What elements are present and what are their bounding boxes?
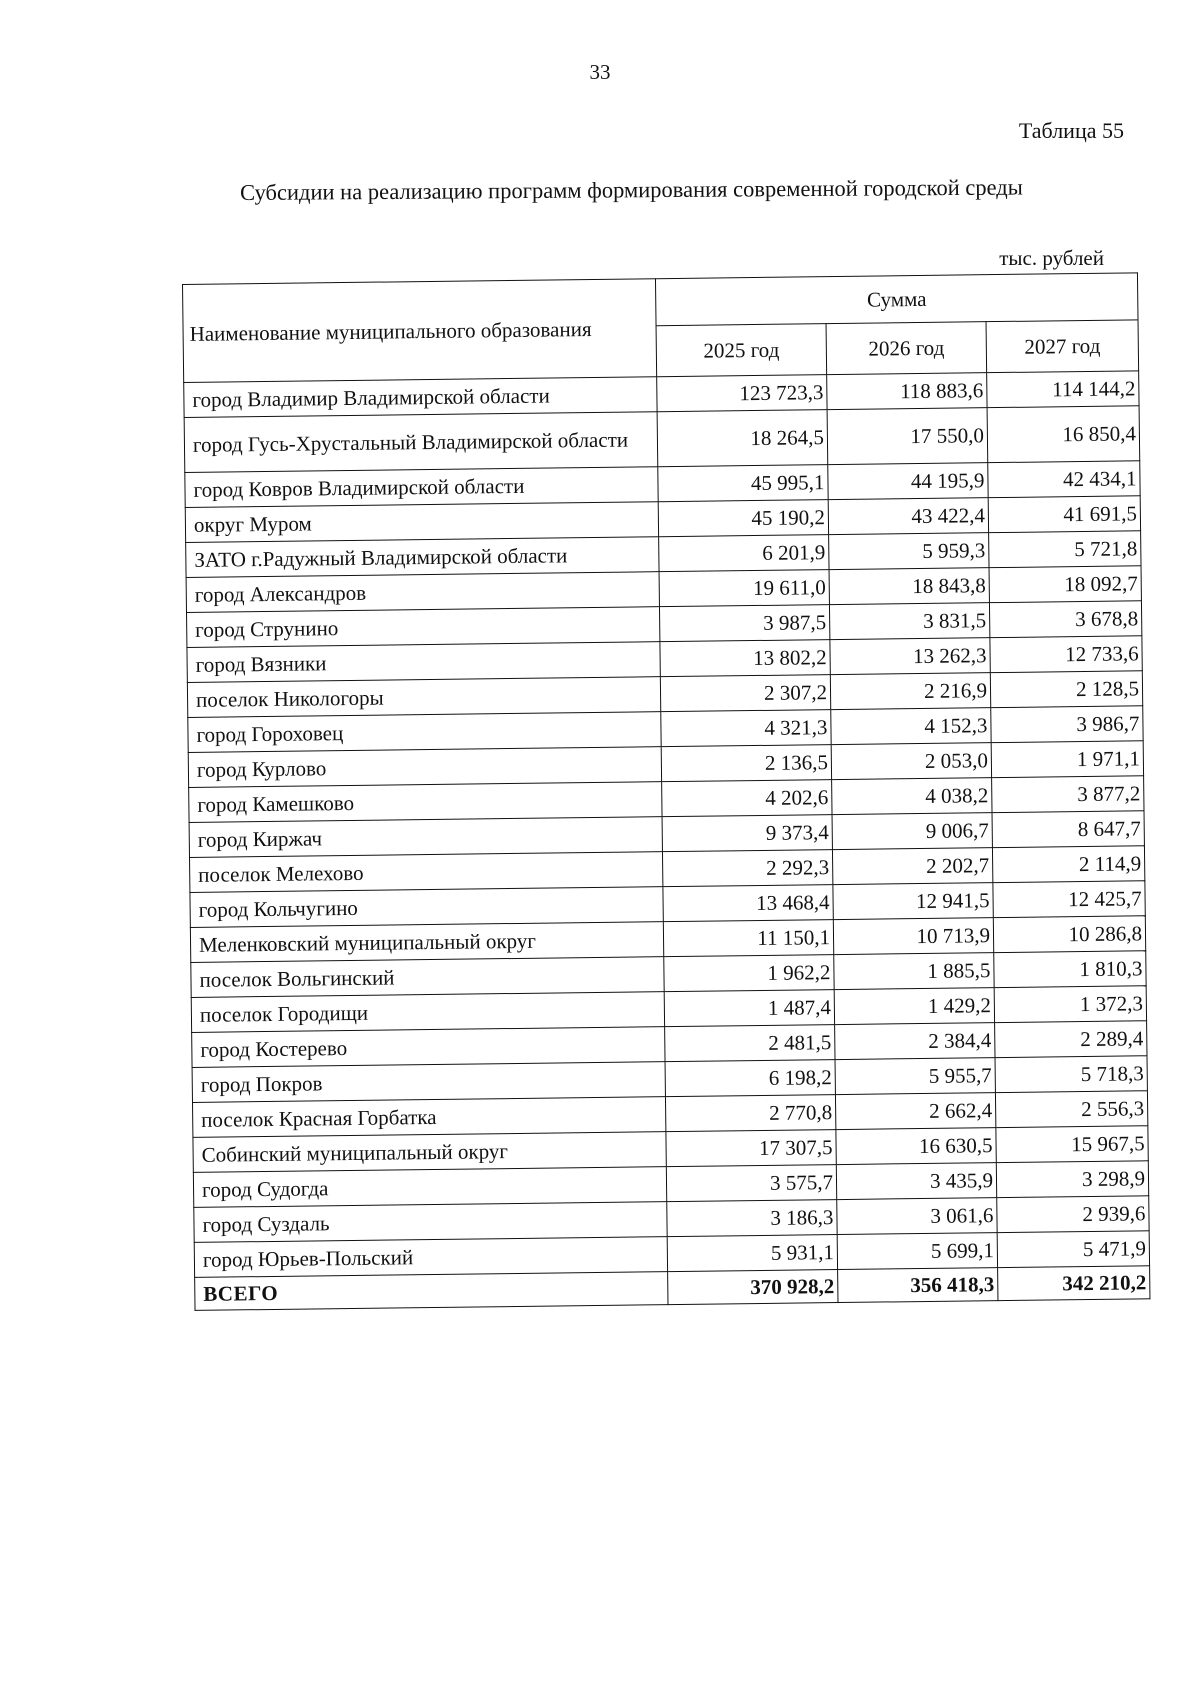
- value-2027-cell: 1 810,3: [994, 951, 1146, 988]
- sum-column-header: Сумма: [655, 273, 1138, 326]
- total-2026-cell: 356 418,3: [838, 1268, 998, 1303]
- total-2025-cell: 370 928,2: [668, 1270, 838, 1305]
- value-2027-cell: 114 144,2: [987, 371, 1139, 408]
- value-2026-cell: 118 883,6: [827, 373, 987, 410]
- value-2025-cell: 13 468,4: [663, 885, 833, 922]
- value-2026-cell: 2 202,7: [832, 848, 992, 885]
- value-2027-cell: 18 092,7: [989, 566, 1141, 603]
- municipality-name-cell: округ Муром: [185, 502, 658, 543]
- value-2026-cell: 2 053,0: [831, 743, 991, 780]
- value-2025-cell: 4 202,6: [662, 780, 832, 817]
- value-2026-cell: 12 941,5: [833, 883, 993, 920]
- municipality-name-cell: город Ковров Владимирской области: [185, 467, 658, 508]
- value-2027-cell: 16 850,4: [987, 406, 1140, 463]
- value-2025-cell: 3 987,5: [659, 605, 829, 642]
- value-2027-cell: 5 718,3: [995, 1056, 1147, 1093]
- municipality-name-cell: город Струнино: [187, 607, 660, 648]
- value-2025-cell: 9 373,4: [662, 815, 832, 852]
- municipality-name-cell: поселок Городищи: [191, 992, 664, 1033]
- value-2027-cell: 3 298,9: [996, 1161, 1148, 1198]
- value-2026-cell: 5 959,3: [829, 533, 989, 570]
- municipality-name-cell: поселок Никологоры: [187, 677, 660, 718]
- year-2025-header: 2025 год: [656, 324, 827, 377]
- value-2025-cell: 1 487,4: [664, 990, 834, 1027]
- municipality-name-cell: поселок Красная Горбатка: [192, 1097, 665, 1138]
- value-2025-cell: 3 186,3: [667, 1200, 837, 1237]
- value-2026-cell: 1 429,2: [834, 988, 994, 1025]
- municipality-name-cell: город Александров: [186, 572, 659, 613]
- value-2026-cell: 4 152,3: [831, 708, 991, 745]
- value-2026-cell: 44 195,9: [828, 463, 988, 500]
- year-2026-header: 2026 год: [826, 322, 987, 375]
- value-2027-cell: 5 721,8: [989, 531, 1141, 568]
- value-2025-cell: 13 802,2: [660, 640, 830, 677]
- value-2027-cell: 3 678,8: [989, 601, 1141, 638]
- municipality-name-cell: город Кольчугино: [190, 887, 663, 928]
- value-2026-cell: 5 699,1: [837, 1233, 997, 1270]
- municipality-name-cell: город Гороховец: [188, 712, 661, 753]
- value-2026-cell: 2 216,9: [830, 673, 990, 710]
- value-2026-cell: 9 006,7: [832, 813, 992, 850]
- value-2025-cell: 6 198,2: [665, 1060, 835, 1097]
- value-2026-cell: 5 955,7: [835, 1058, 995, 1095]
- table-body: [184, 371, 1150, 1311]
- value-2025-cell: 11 150,1: [663, 920, 833, 957]
- value-2025-cell: 2 481,5: [665, 1025, 835, 1062]
- value-2025-cell: 2 307,2: [660, 675, 830, 712]
- municipality-name-cell: город Камешково: [189, 782, 662, 823]
- subsidy-table-wrapper: [182, 272, 1149, 1311]
- value-2025-cell: 123 723,3: [657, 375, 827, 412]
- value-2026-cell: 3 435,9: [836, 1163, 996, 1200]
- value-2025-cell: 2 770,8: [665, 1095, 835, 1132]
- value-2025-cell: 1 962,2: [664, 955, 834, 992]
- municipality-name-cell: Собинский муниципальный округ: [193, 1132, 666, 1173]
- value-2025-cell: 3 575,7: [666, 1165, 836, 1202]
- value-2027-cell: 5 471,9: [997, 1231, 1149, 1268]
- value-2027-cell: 2 939,6: [997, 1196, 1149, 1233]
- municipality-name-cell: ЗАТО г.Радужный Владимирской области: [186, 537, 659, 578]
- value-2027-cell: 10 286,8: [993, 916, 1145, 953]
- municipality-column-header: Наименование муниципального образования: [183, 279, 657, 383]
- value-2027-cell: 8 647,7: [992, 811, 1144, 848]
- value-2026-cell: 17 550,0: [827, 408, 988, 465]
- value-2026-cell: 3 831,5: [829, 603, 989, 640]
- value-2027-cell: 3 877,2: [992, 776, 1144, 813]
- municipality-name-cell: город Судогда: [193, 1167, 666, 1208]
- value-2026-cell: 3 061,6: [837, 1198, 997, 1235]
- value-2025-cell: 5 931,1: [667, 1235, 837, 1272]
- value-2025-cell: 18 264,5: [657, 410, 828, 467]
- value-2025-cell: 6 201,9: [659, 535, 829, 572]
- value-2027-cell: 15 967,5: [996, 1126, 1148, 1163]
- value-2027-cell: 12 733,6: [990, 636, 1142, 673]
- municipality-name-cell: Меленковский муниципальный округ: [190, 922, 663, 963]
- value-2027-cell: 1 372,3: [994, 986, 1146, 1023]
- value-2025-cell: 45 190,2: [658, 500, 828, 537]
- total-label-cell: ВСЕГО: [195, 1272, 668, 1311]
- value-2026-cell: 13 262,3: [830, 638, 990, 675]
- subsidy-table: [182, 272, 1151, 1311]
- value-2026-cell: 2 662,4: [835, 1093, 995, 1130]
- value-2025-cell: 17 307,5: [666, 1130, 836, 1167]
- value-2027-cell: 1 971,1: [991, 741, 1143, 778]
- municipality-name-cell: город Курлово: [188, 747, 661, 788]
- value-2027-cell: 2 289,4: [995, 1021, 1147, 1058]
- value-2027-cell: 3 986,7: [991, 706, 1143, 743]
- value-2026-cell: 16 630,5: [836, 1128, 996, 1165]
- municipality-name-cell: город Покров: [192, 1062, 665, 1103]
- document-title: Субсидии на реализацию программ формирования современной городской среды: [240, 174, 1023, 205]
- value-2027-cell: 2 556,3: [995, 1091, 1147, 1128]
- value-2026-cell: 1 885,5: [834, 953, 994, 990]
- value-2025-cell: 2 292,3: [662, 850, 832, 887]
- value-2027-cell: 42 434,1: [988, 461, 1140, 498]
- value-2025-cell: 45 995,1: [658, 465, 828, 502]
- municipality-name-cell: поселок Мелехово: [190, 852, 663, 893]
- value-2025-cell: 19 611,0: [659, 570, 829, 607]
- municipality-name-cell: город Суздаль: [194, 1202, 667, 1243]
- municipality-name-cell: город Костерево: [192, 1027, 665, 1068]
- value-2026-cell: 2 384,4: [835, 1023, 995, 1060]
- table-label: Таблица 55: [1018, 118, 1124, 143]
- municipality-name-cell: поселок Вольгинский: [191, 957, 664, 998]
- value-2027-cell: 41 691,5: [988, 496, 1140, 533]
- value-2026-cell: 4 038,2: [832, 778, 992, 815]
- municipality-name-cell: город Юрьев-Польский: [194, 1237, 667, 1278]
- value-2027-cell: 2 128,5: [990, 671, 1142, 708]
- value-2025-cell: 4 321,3: [661, 710, 831, 747]
- year-2027-header: 2027 год: [986, 320, 1139, 373]
- value-2025-cell: 2 136,5: [661, 745, 831, 782]
- value-2026-cell: 43 422,4: [828, 498, 988, 535]
- municipality-name-cell: город Владимир Владимирской области: [184, 377, 657, 418]
- municipality-name-cell: город Гусь-Хрустальный Владимирской области: [184, 412, 658, 473]
- units-label: тыс. рублей: [999, 246, 1104, 270]
- value-2026-cell: 18 843,8: [829, 568, 989, 605]
- municipality-name-cell: город Вязники: [187, 642, 660, 683]
- value-2027-cell: 12 425,7: [993, 881, 1145, 918]
- value-2026-cell: 10 713,9: [833, 918, 993, 955]
- municipality-name-cell: город Киржач: [189, 817, 662, 858]
- total-2027-cell: 342 210,2: [998, 1266, 1150, 1301]
- page-number: 33: [589, 60, 611, 84]
- value-2027-cell: 2 114,9: [992, 846, 1144, 883]
